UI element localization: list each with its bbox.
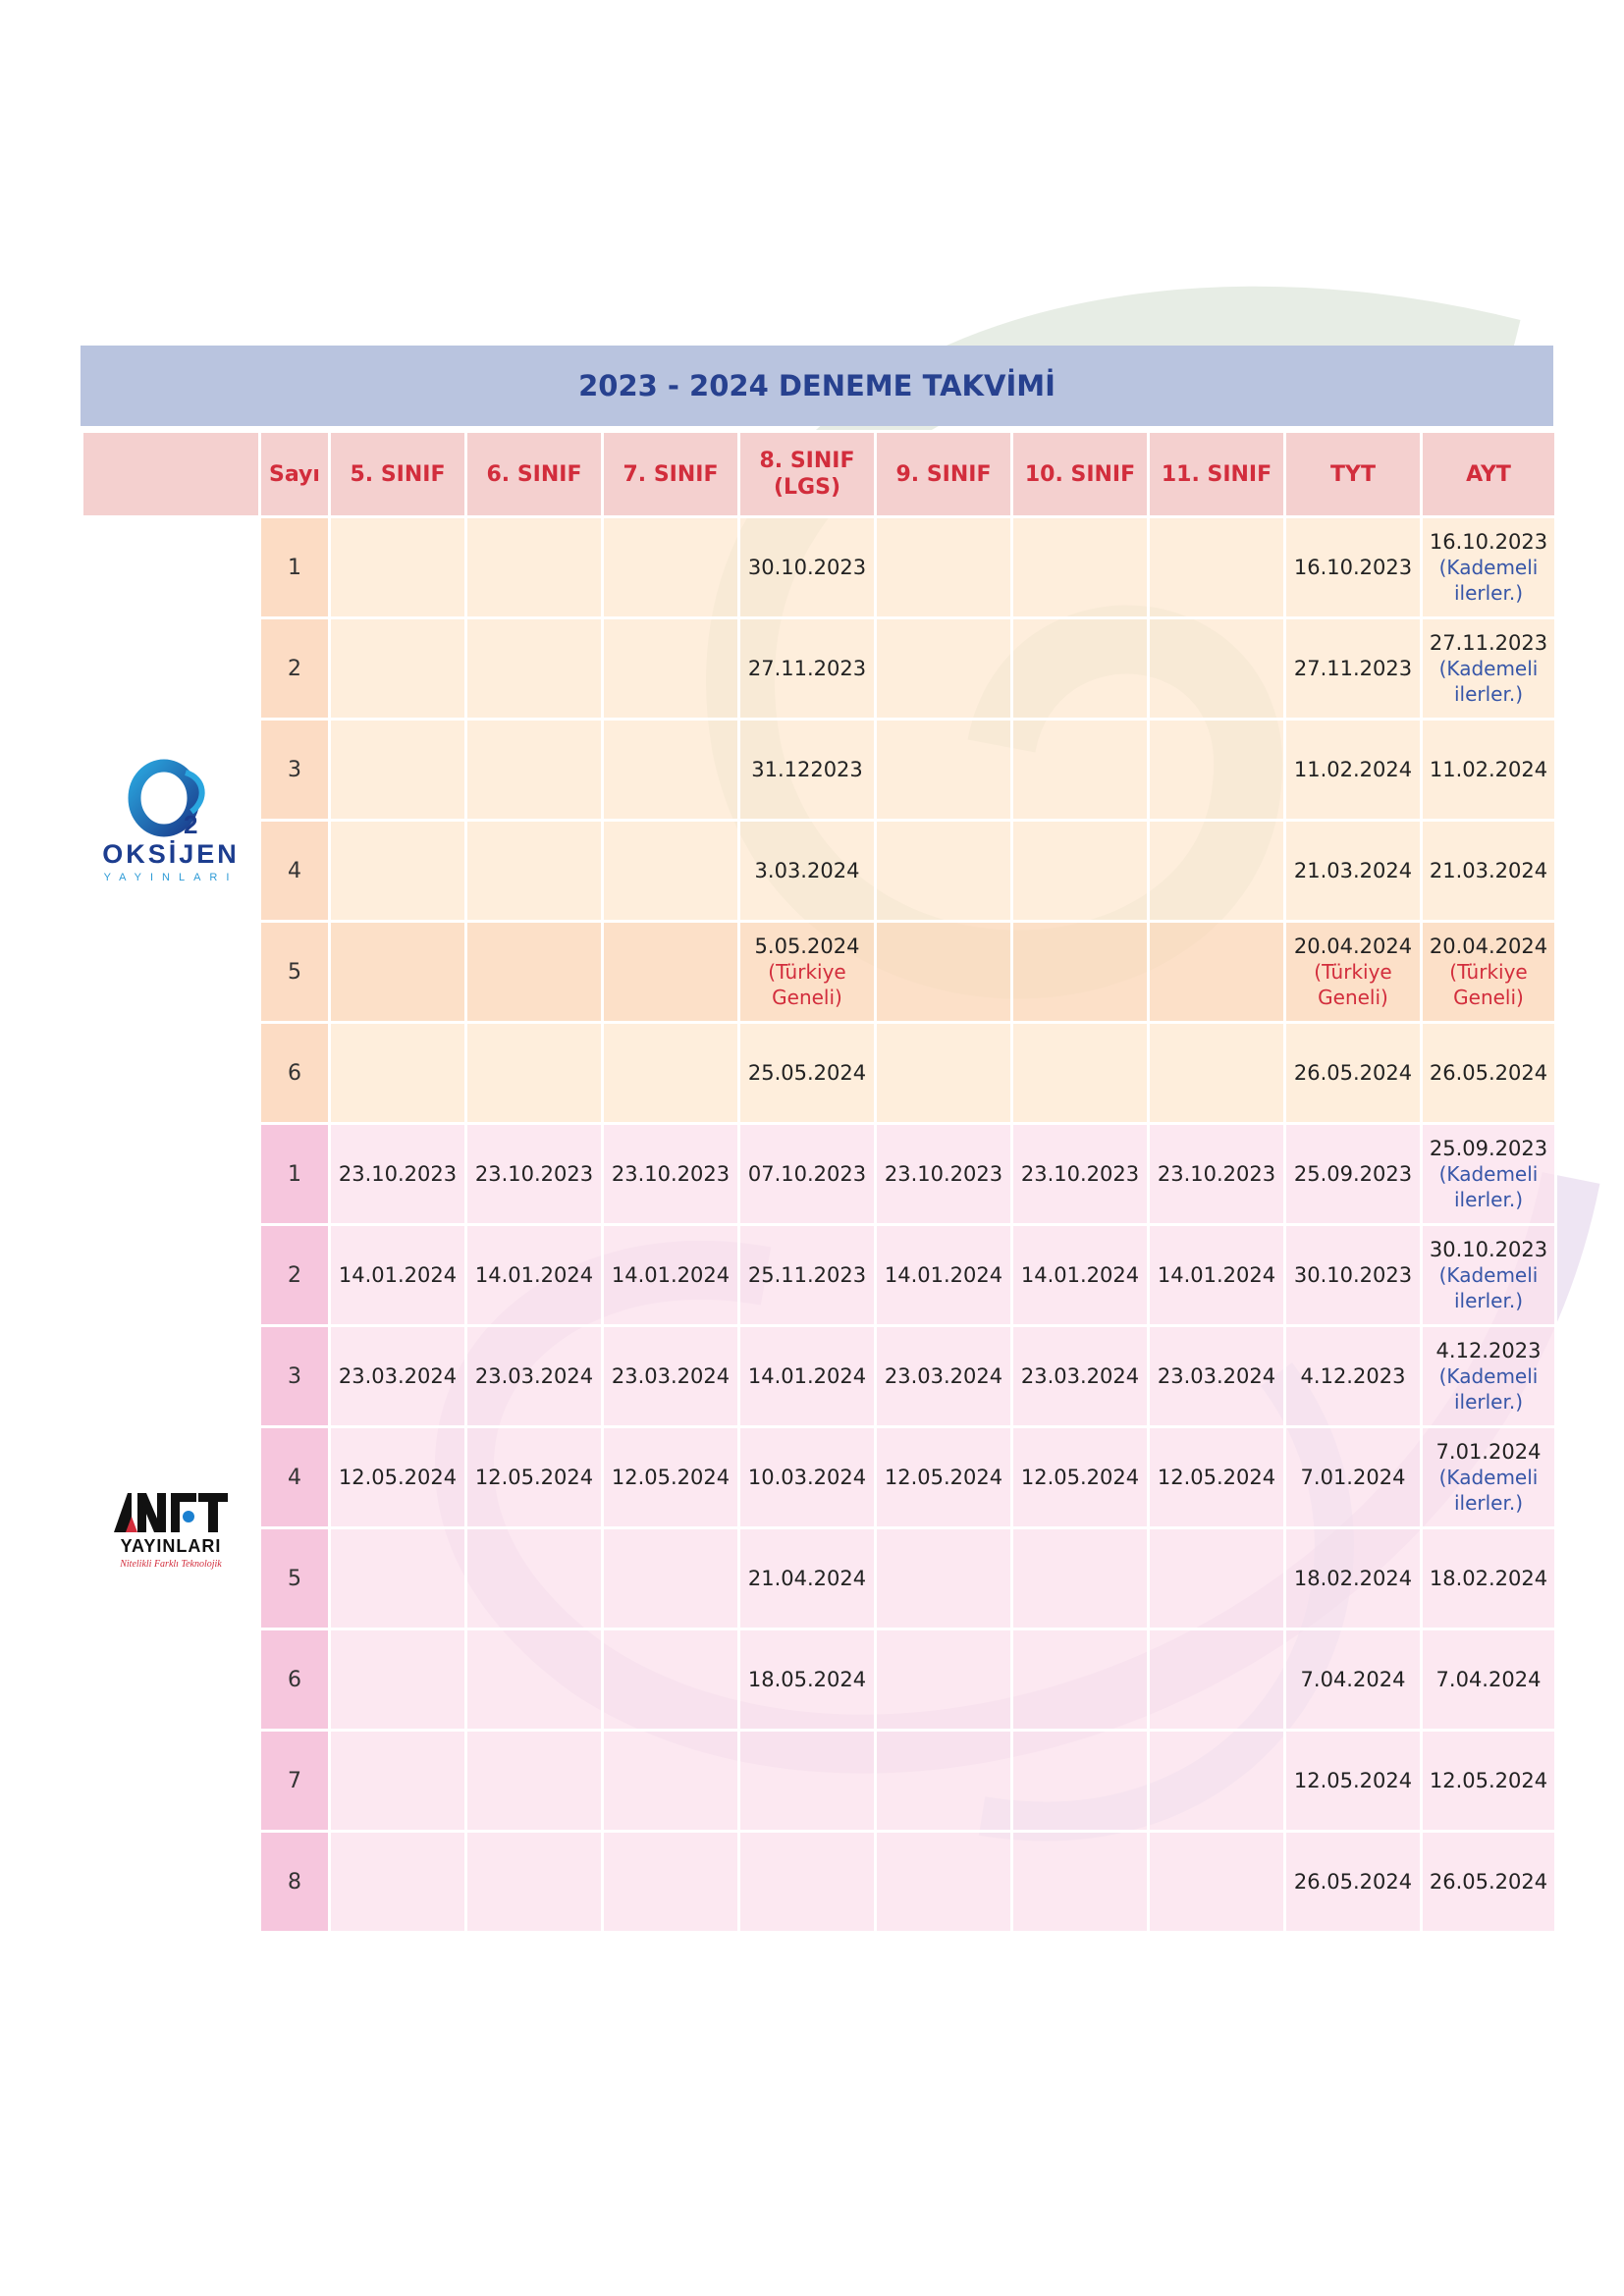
table-row [82,720,1556,821]
date-cell-tyt [1285,1629,1422,1731]
exam-date: 14.01.2024 [747,1364,867,1388]
exam-date: 23.03.2024 [1020,1364,1140,1388]
date-cell-c8 [739,1427,876,1528]
date-cell-tyt [1285,1225,1422,1326]
exam-date: 23.10.2023 [611,1162,731,1186]
date-cell-c10 [1012,720,1149,821]
exam-date: 7.01.2024 [1435,1440,1542,1464]
exam-date: 23.03.2024 [338,1364,458,1388]
date-cell-c11 [1149,720,1285,821]
row-number: 2 [260,618,330,720]
date-cell-ayt [1422,1731,1556,1832]
exam-date: 30.10.2023 [1429,1238,1548,1261]
exam-date: 14.01.2024 [338,1263,458,1287]
date-cell-ayt [1422,1832,1556,1933]
row-number: 1 [260,1124,330,1225]
date-cell-c6 [466,618,603,720]
exam-date: 18.02.2024 [1293,1567,1413,1590]
date-cell-c9 [876,618,1012,720]
date-cell-tyt [1285,1326,1422,1427]
row-number: 4 [260,1427,330,1528]
row-number: 7 [260,1731,330,1832]
date-cell-c11 [1149,618,1285,720]
date-cell-c7 [603,1427,739,1528]
kademeli-note: (Kademeli ilerler.) [1438,657,1539,706]
date-cell-c9 [876,720,1012,821]
exam-date: 12.05.2024 [611,1466,731,1489]
date-cell-c5 [330,618,466,720]
date-cell-c10 [1012,618,1149,720]
header-cell: 5. SINIF [330,432,466,517]
date-cell-c11 [1149,821,1285,922]
date-cell-c5 [330,517,466,618]
table-row [82,1528,1556,1629]
nft-logo [83,1487,258,1570]
date-cell-c8 [739,1731,876,1832]
date-cell-c6 [466,1528,603,1629]
exam-date: 23.10.2023 [474,1162,594,1186]
date-cell-tyt [1285,1023,1422,1124]
row-number: 5 [260,1528,330,1629]
table-row [82,1832,1556,1933]
date-cell-c11 [1149,1124,1285,1225]
date-cell-c8 [739,1225,876,1326]
row-number: 3 [260,720,330,821]
exam-calendar-table [81,430,1557,1934]
exam-date: 12.05.2024 [474,1466,594,1489]
date-cell-c7 [603,1629,739,1731]
row-number: 5 [260,922,330,1023]
row-number: 6 [260,1629,330,1731]
exam-date: 23.03.2024 [1157,1364,1276,1388]
exam-date: 10.03.2024 [747,1466,867,1489]
kademeli-note: (Kademeli ilerler.) [1438,1466,1539,1515]
table-row [82,1326,1556,1427]
date-cell-c10 [1012,1832,1149,1933]
exam-date: 27.11.2023 [747,657,867,680]
exam-date: 3.03.2024 [754,859,860,882]
date-cell-c5 [330,1528,466,1629]
date-cell-c11 [1149,1427,1285,1528]
table-row [82,922,1556,1023]
turkiye-geneli-note: (Türkiye Geneli) [1314,960,1392,1009]
date-cell-c7 [603,1124,739,1225]
date-cell-c10 [1012,1427,1149,1528]
exam-date: 27.11.2023 [1429,631,1548,655]
date-cell-c9 [876,1832,1012,1933]
table-row [82,1124,1556,1225]
exam-date: 11.02.2024 [1429,758,1548,781]
exam-date: 25.11.2023 [747,1263,867,1287]
date-cell-ayt [1422,1427,1556,1528]
date-cell-c5 [330,720,466,821]
turkiye-geneli-note: (Türkiye Geneli) [768,960,846,1009]
exam-date: 18.05.2024 [747,1668,867,1691]
exam-date: 23.10.2023 [884,1162,1003,1186]
date-cell-c10 [1012,1731,1149,1832]
date-cell-c5 [330,1832,466,1933]
header-cell: Sayı [260,432,330,517]
exam-date: 21.04.2024 [747,1567,867,1590]
exam-date: 30.10.2023 [1293,1263,1413,1287]
table-row [82,517,1556,618]
date-cell-c7 [603,1731,739,1832]
date-cell-c10 [1012,1023,1149,1124]
oksijen-o2-icon [127,757,215,839]
exam-date: 11.02.2024 [1293,758,1413,781]
date-cell-c10 [1012,517,1149,618]
row-number: 8 [260,1832,330,1933]
oksijen-name: OKSİJEN [102,839,240,869]
date-cell-c7 [603,1528,739,1629]
date-cell-c8 [739,1629,876,1731]
date-cell-c8 [739,1528,876,1629]
date-cell-c6 [466,1731,603,1832]
kademeli-note: (Kademeli ilerler.) [1438,1263,1539,1312]
calendar-container [81,346,1553,1934]
date-cell-c6 [466,1832,603,1933]
date-cell-ayt [1422,517,1556,618]
date-cell-c9 [876,1124,1012,1225]
date-cell-c6 [466,1326,603,1427]
date-cell-tyt [1285,618,1422,720]
exam-date: 12.05.2024 [1429,1769,1548,1792]
date-cell-c10 [1012,1326,1149,1427]
date-cell-c8 [739,1832,876,1933]
exam-date: 26.05.2024 [1429,1870,1548,1894]
exam-date: 25.09.2023 [1293,1162,1413,1186]
date-cell-c5 [330,1326,466,1427]
oksijen-logo [83,757,258,883]
exam-date: 23.10.2023 [1157,1162,1276,1186]
exam-date: 30.10.2023 [747,556,867,579]
exam-date: 25.05.2024 [747,1061,867,1085]
date-cell-c6 [466,720,603,821]
date-cell-c6 [466,1427,603,1528]
row-number: 6 [260,1023,330,1124]
exam-date: 23.03.2024 [474,1364,594,1388]
date-cell-c8 [739,1124,876,1225]
date-cell-c11 [1149,1731,1285,1832]
row-number: 2 [260,1225,330,1326]
oksijen-subtitle: YAYINLARI [103,872,239,883]
date-cell-ayt [1422,1225,1556,1326]
date-cell-c6 [466,1225,603,1326]
date-cell-c5 [330,1731,466,1832]
header-publisher [82,432,260,517]
oksijen-section [82,517,1556,1124]
date-cell-c8 [739,618,876,720]
date-cell-c11 [1149,1225,1285,1326]
nft-slogan: Nitelikli Farklı Teknolojik [120,1558,222,1570]
date-cell-c11 [1149,1629,1285,1731]
exam-date: 14.01.2024 [1020,1263,1140,1287]
exam-date: 12.05.2024 [338,1466,458,1489]
date-cell-c10 [1012,922,1149,1023]
date-cell-tyt [1285,1427,1422,1528]
date-cell-c8 [739,922,876,1023]
date-cell-c6 [466,821,603,922]
date-cell-tyt [1285,1124,1422,1225]
exam-date: 07.10.2023 [747,1162,867,1186]
exam-date: 26.05.2024 [1293,1061,1413,1085]
exam-date: 5.05.2024 [754,934,860,958]
table-row [82,1225,1556,1326]
date-cell-ayt [1422,618,1556,720]
date-cell-c10 [1012,1124,1149,1225]
table-row [82,821,1556,922]
exam-date: 20.04.2024 [1293,934,1413,958]
date-cell-c6 [466,922,603,1023]
exam-date: 26.05.2024 [1429,1061,1548,1085]
exam-date: 12.05.2024 [884,1466,1003,1489]
exam-date: 4.12.2023 [1300,1364,1406,1388]
date-cell-c7 [603,1326,739,1427]
date-cell-ayt [1422,922,1556,1023]
exam-date: 12.05.2024 [1293,1769,1413,1792]
exam-date: 16.10.2023 [1293,556,1413,579]
row-number: 1 [260,517,330,618]
date-cell-c6 [466,1023,603,1124]
date-cell-c11 [1149,517,1285,618]
date-cell-c11 [1149,1528,1285,1629]
exam-date: 31.122023 [751,758,863,781]
date-cell-c5 [330,1023,466,1124]
oksijen-logo-cell [82,517,260,1124]
table-row [82,1731,1556,1832]
date-cell-c5 [330,1124,466,1225]
date-cell-c9 [876,1023,1012,1124]
exam-date: 14.01.2024 [474,1263,594,1287]
date-cell-ayt [1422,1124,1556,1225]
date-cell-tyt [1285,1528,1422,1629]
row-number: 4 [260,821,330,922]
header-cell: 10. SINIF [1012,432,1149,517]
date-cell-ayt [1422,821,1556,922]
svg-text:2: 2 [184,810,198,839]
exam-date: 4.12.2023 [1435,1339,1542,1362]
date-cell-c7 [603,1225,739,1326]
exam-date: 7.01.2024 [1300,1466,1406,1489]
date-cell-c8 [739,1023,876,1124]
date-cell-c5 [330,1629,466,1731]
date-cell-c10 [1012,821,1149,922]
header-cell: AYT [1422,432,1556,517]
date-cell-c7 [603,517,739,618]
date-cell-c9 [876,1528,1012,1629]
date-cell-c11 [1149,1832,1285,1933]
table-row [82,618,1556,720]
exam-date: 7.04.2024 [1435,1668,1542,1691]
date-cell-c8 [739,821,876,922]
header-row [82,432,1556,517]
date-cell-tyt [1285,922,1422,1023]
kademeli-note: (Kademeli ilerler.) [1438,556,1539,605]
date-cell-c9 [876,1731,1012,1832]
exam-date: 20.04.2024 [1429,934,1548,958]
nft-wordmark-icon [112,1487,230,1534]
date-cell-c5 [330,1225,466,1326]
exam-date: 21.03.2024 [1293,859,1413,882]
header-cell: 8. SINIF (LGS) [739,432,876,517]
date-cell-ayt [1422,1326,1556,1427]
date-cell-c7 [603,1023,739,1124]
date-cell-c6 [466,1124,603,1225]
header-cell: 6. SINIF [466,432,603,517]
date-cell-c7 [603,720,739,821]
header-cell: 7. SINIF [603,432,739,517]
date-cell-c9 [876,922,1012,1023]
kademeli-note: (Kademeli ilerler.) [1438,1364,1539,1414]
date-cell-c5 [330,821,466,922]
date-cell-c6 [466,517,603,618]
exam-date: 23.10.2023 [338,1162,458,1186]
exam-date: 14.01.2024 [611,1263,731,1287]
exam-date: 18.02.2024 [1429,1567,1548,1590]
row-number: 3 [260,1326,330,1427]
exam-date: 14.01.2024 [884,1263,1003,1287]
table-row [82,1023,1556,1124]
nft-subtitle: YAYINLARI [120,1535,222,1556]
date-cell-tyt [1285,1731,1422,1832]
exam-date: 23.03.2024 [884,1364,1003,1388]
date-cell-c5 [330,1427,466,1528]
date-cell-tyt [1285,821,1422,922]
page-title: 2023 - 2024 DENEME TAKVİMİ [81,346,1553,426]
date-cell-c8 [739,1326,876,1427]
date-cell-tyt [1285,1832,1422,1933]
exam-date: 14.01.2024 [1157,1263,1276,1287]
date-cell-c8 [739,517,876,618]
date-cell-tyt [1285,720,1422,821]
date-cell-c10 [1012,1629,1149,1731]
date-cell-c9 [876,1225,1012,1326]
date-cell-ayt [1422,1528,1556,1629]
date-cell-c6 [466,1629,603,1731]
date-cell-c7 [603,821,739,922]
date-cell-c9 [876,517,1012,618]
nft-section [82,1124,1556,1933]
date-cell-ayt [1422,1023,1556,1124]
date-cell-tyt [1285,517,1422,618]
nft-logo-cell [82,1124,260,1933]
exam-date: 12.05.2024 [1157,1466,1276,1489]
table-row [82,1629,1556,1731]
date-cell-c9 [876,1326,1012,1427]
date-cell-c9 [876,821,1012,922]
exam-date: 12.05.2024 [1020,1466,1140,1489]
date-cell-c10 [1012,1225,1149,1326]
date-cell-c11 [1149,1023,1285,1124]
exam-date: 27.11.2023 [1293,657,1413,680]
date-cell-c11 [1149,922,1285,1023]
header-cell: TYT [1285,432,1422,517]
date-cell-c8 [739,720,876,821]
kademeli-note: (Kademeli ilerler.) [1438,1162,1539,1211]
date-cell-ayt [1422,720,1556,821]
turkiye-geneli-note: (Türkiye Geneli) [1449,960,1528,1009]
exam-date: 23.10.2023 [1020,1162,1140,1186]
exam-date: 21.03.2024 [1429,859,1548,882]
exam-date: 23.03.2024 [611,1364,731,1388]
exam-date: 25.09.2023 [1429,1137,1548,1160]
date-cell-c7 [603,922,739,1023]
exam-date: 7.04.2024 [1300,1668,1406,1691]
date-cell-c9 [876,1427,1012,1528]
date-cell-c5 [330,922,466,1023]
date-cell-c7 [603,618,739,720]
header-cell: 11. SINIF [1149,432,1285,517]
table-row [82,1427,1556,1528]
date-cell-c9 [876,1629,1012,1731]
date-cell-c10 [1012,1528,1149,1629]
date-cell-ayt [1422,1629,1556,1731]
date-cell-c11 [1149,1326,1285,1427]
header-cell: 9. SINIF [876,432,1012,517]
exam-date: 16.10.2023 [1429,530,1548,554]
date-cell-c7 [603,1832,739,1933]
exam-date: 26.05.2024 [1293,1870,1413,1894]
